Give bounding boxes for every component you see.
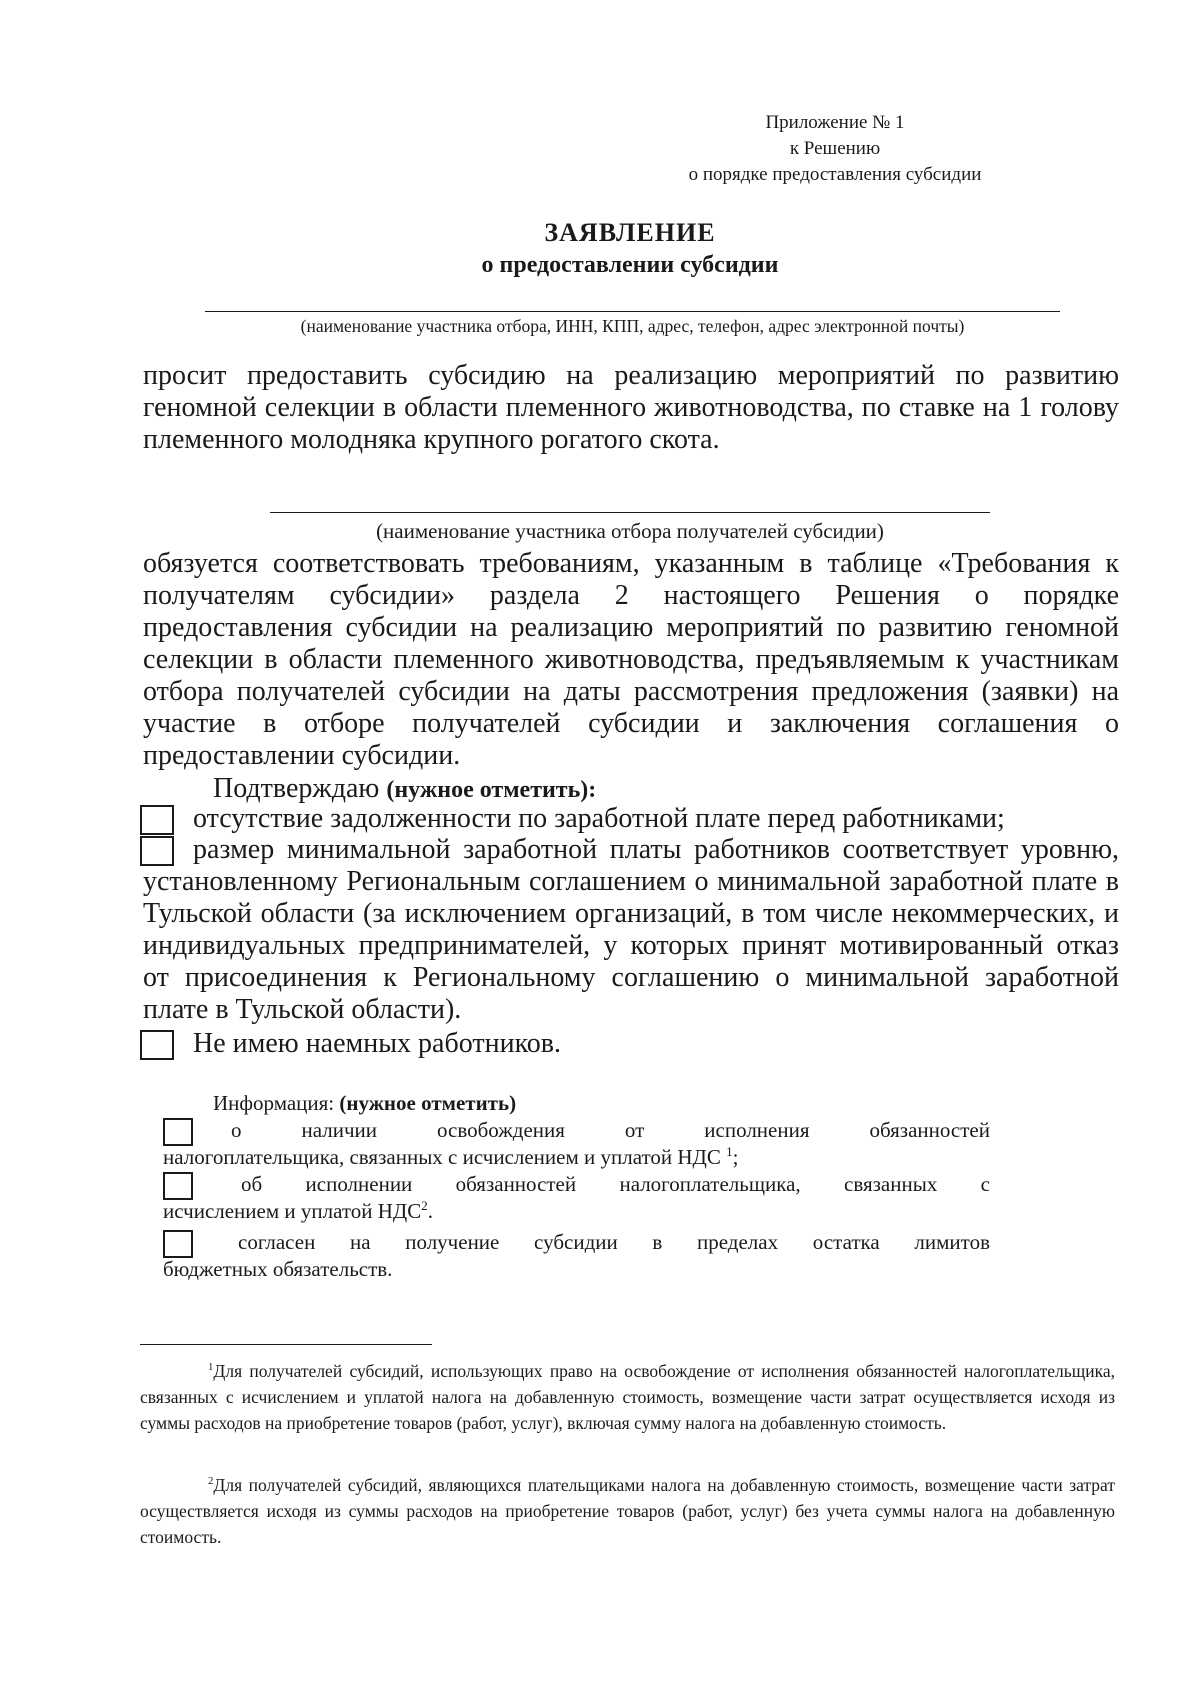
info-heading-text: Информация:	[213, 1091, 335, 1115]
info-consent-line-1: согласен на получение субсидии в пределах остатка лимитов	[238, 1230, 990, 1254]
obligation-line-1: обязуется соответствовать требованиям, указанным в таблице «Требования к	[143, 548, 1119, 579]
info-obligations-line-1: об исполнении обязанностей налогоплательщика, связанных с	[241, 1172, 990, 1196]
info-consent-paragraph	[163, 1229, 990, 1283]
confirm-heading-note: (нужное отметить):	[386, 777, 597, 803]
info-heading	[213, 1090, 713, 1117]
footnote-ref-2[interactable]: 2	[421, 1198, 428, 1213]
annex-line-3: о порядке предоставления субсидии	[688, 164, 982, 185]
min-wage-line-4: индивидуальных предпринимателей, у которых принят мотивированный отказ	[143, 930, 1119, 961]
info-obligations-line-2: исчислением и уплатой НДС	[163, 1199, 422, 1223]
participant-caption: (наименование участника отбора получателей субсидии)	[376, 519, 884, 543]
footnote-1	[140, 1358, 1115, 1436]
confirm-no-employees-checkbox[interactable]	[140, 1030, 174, 1060]
participant-blank-line[interactable]	[270, 512, 990, 513]
info-obligations-line-2-end: .	[427, 1199, 434, 1223]
obligation-line-3: предоставления субсидии на реализацию мероприятий по развитию геномной	[143, 612, 1119, 643]
obligation-paragraph	[143, 548, 1119, 772]
confirm-no-debt-checkbox[interactable]	[140, 805, 174, 835]
footnote-2	[140, 1472, 1115, 1550]
footnote-1-mark: 1	[208, 1361, 214, 1374]
min-wage-line-5: от присоединения к Региональному соглашению о минимальной заработной	[143, 962, 1119, 993]
annex-line-2: к Решению	[789, 138, 881, 159]
info-consent-line-2: бюджетных обязательств.	[163, 1257, 393, 1281]
info-exemption-line-2-wrap	[163, 1144, 990, 1171]
request-line-2: геномной селекции в области племенного животноводства, по ставке на 1 голову	[143, 392, 1119, 423]
applicant-blank-line[interactable]	[205, 311, 1060, 312]
info-exemption-line-2: налогоплательщика, связанных с исчислением и уплатой НДС	[163, 1145, 721, 1169]
request-paragraph	[143, 360, 1119, 456]
document-subtitle: о предоставлении субсидии	[481, 252, 779, 278]
request-line-3: племенного молодняка крупного рогатого скота.	[143, 424, 720, 455]
request-line-1: просит предоставить субсидию на реализацию мероприятий по развитию	[143, 360, 1119, 391]
min-wage-line-1: размер минимальной заработной платы работников соответствует уровню,	[193, 834, 1119, 865]
obligation-line-2: получателям субсидии» раздела 2 настоящего Решения о порядке	[143, 580, 1119, 611]
footnote-2-mark: 2	[208, 1475, 214, 1488]
applicant-caption: (наименование участника отбора, ИНН, КПП, адрес, телефон, адрес электронной почты)	[300, 316, 965, 336]
info-obligations-line-2-wrap	[163, 1198, 990, 1225]
obligation-line-6: участие в отборе получателей субсидии и заключения соглашения о	[143, 708, 1119, 739]
annex-line-1: Приложение № 1	[765, 112, 905, 133]
annex-header	[600, 110, 1070, 188]
obligation-line-4: селекции в области племенного животноводства, предъявляемым к участникам	[143, 644, 1119, 675]
document-title: ЗАЯВЛЕНИЕ	[544, 218, 716, 247]
footnote-ref-1[interactable]: 1	[726, 1144, 733, 1159]
footnote-2-text: Для получателей субсидий, являющихся плательщиками налога на добавленную стоимость, возмещение части затрат осуществляется исходя из суммы расходов на приобретение товаров (работ, услуг) без учета суммы налога на добавленную стоимость.	[140, 1475, 1115, 1547]
footnote-separator	[140, 1344, 432, 1345]
min-wage-line-6: плате в Тульской области).	[143, 994, 462, 1025]
confirm-no-employees-text: Не имею наемных работников.	[193, 1028, 561, 1059]
obligation-line-7: предоставлении субсидии.	[143, 740, 461, 771]
info-exemption-paragraph	[163, 1117, 990, 1171]
info-exemption-line-2-end: ;	[732, 1145, 739, 1169]
obligation-line-5: отбора получателей субсидии на даты рассмотрения предложения (заявки) на	[143, 676, 1119, 707]
info-obligations-paragraph	[163, 1171, 990, 1225]
footnote-1-text: Для получателей субсидий, использующих право на освобождение от исполнения обязанностей налогоплательщика, связанных с исчислением и уплатой налога на добавленную стоимость, возмещение части затрат осуществляется исходя из суммы расходов на приобретение товаров (работ, услуг), включая сумму налога на добавленную стоимость.	[140, 1361, 1115, 1433]
info-heading-note: (нужное отметить)	[339, 1091, 517, 1115]
info-exemption-line-1: о наличии освобождения от исполнения обязанностей	[231, 1118, 990, 1142]
confirm-min-wage-paragraph	[143, 834, 1119, 1026]
min-wage-line-3: Тульской области (за исключением организаций, в том числе некоммерческих, и	[143, 898, 1119, 929]
confirm-no-debt-text: отсутствие задолженности по заработной плате перед работниками;	[193, 803, 1005, 834]
confirm-heading	[213, 773, 913, 806]
min-wage-line-2: установленному Региональным соглашением о минимальной заработной плате в	[143, 866, 1119, 897]
confirm-heading-text: Подтверждаю	[213, 773, 380, 804]
